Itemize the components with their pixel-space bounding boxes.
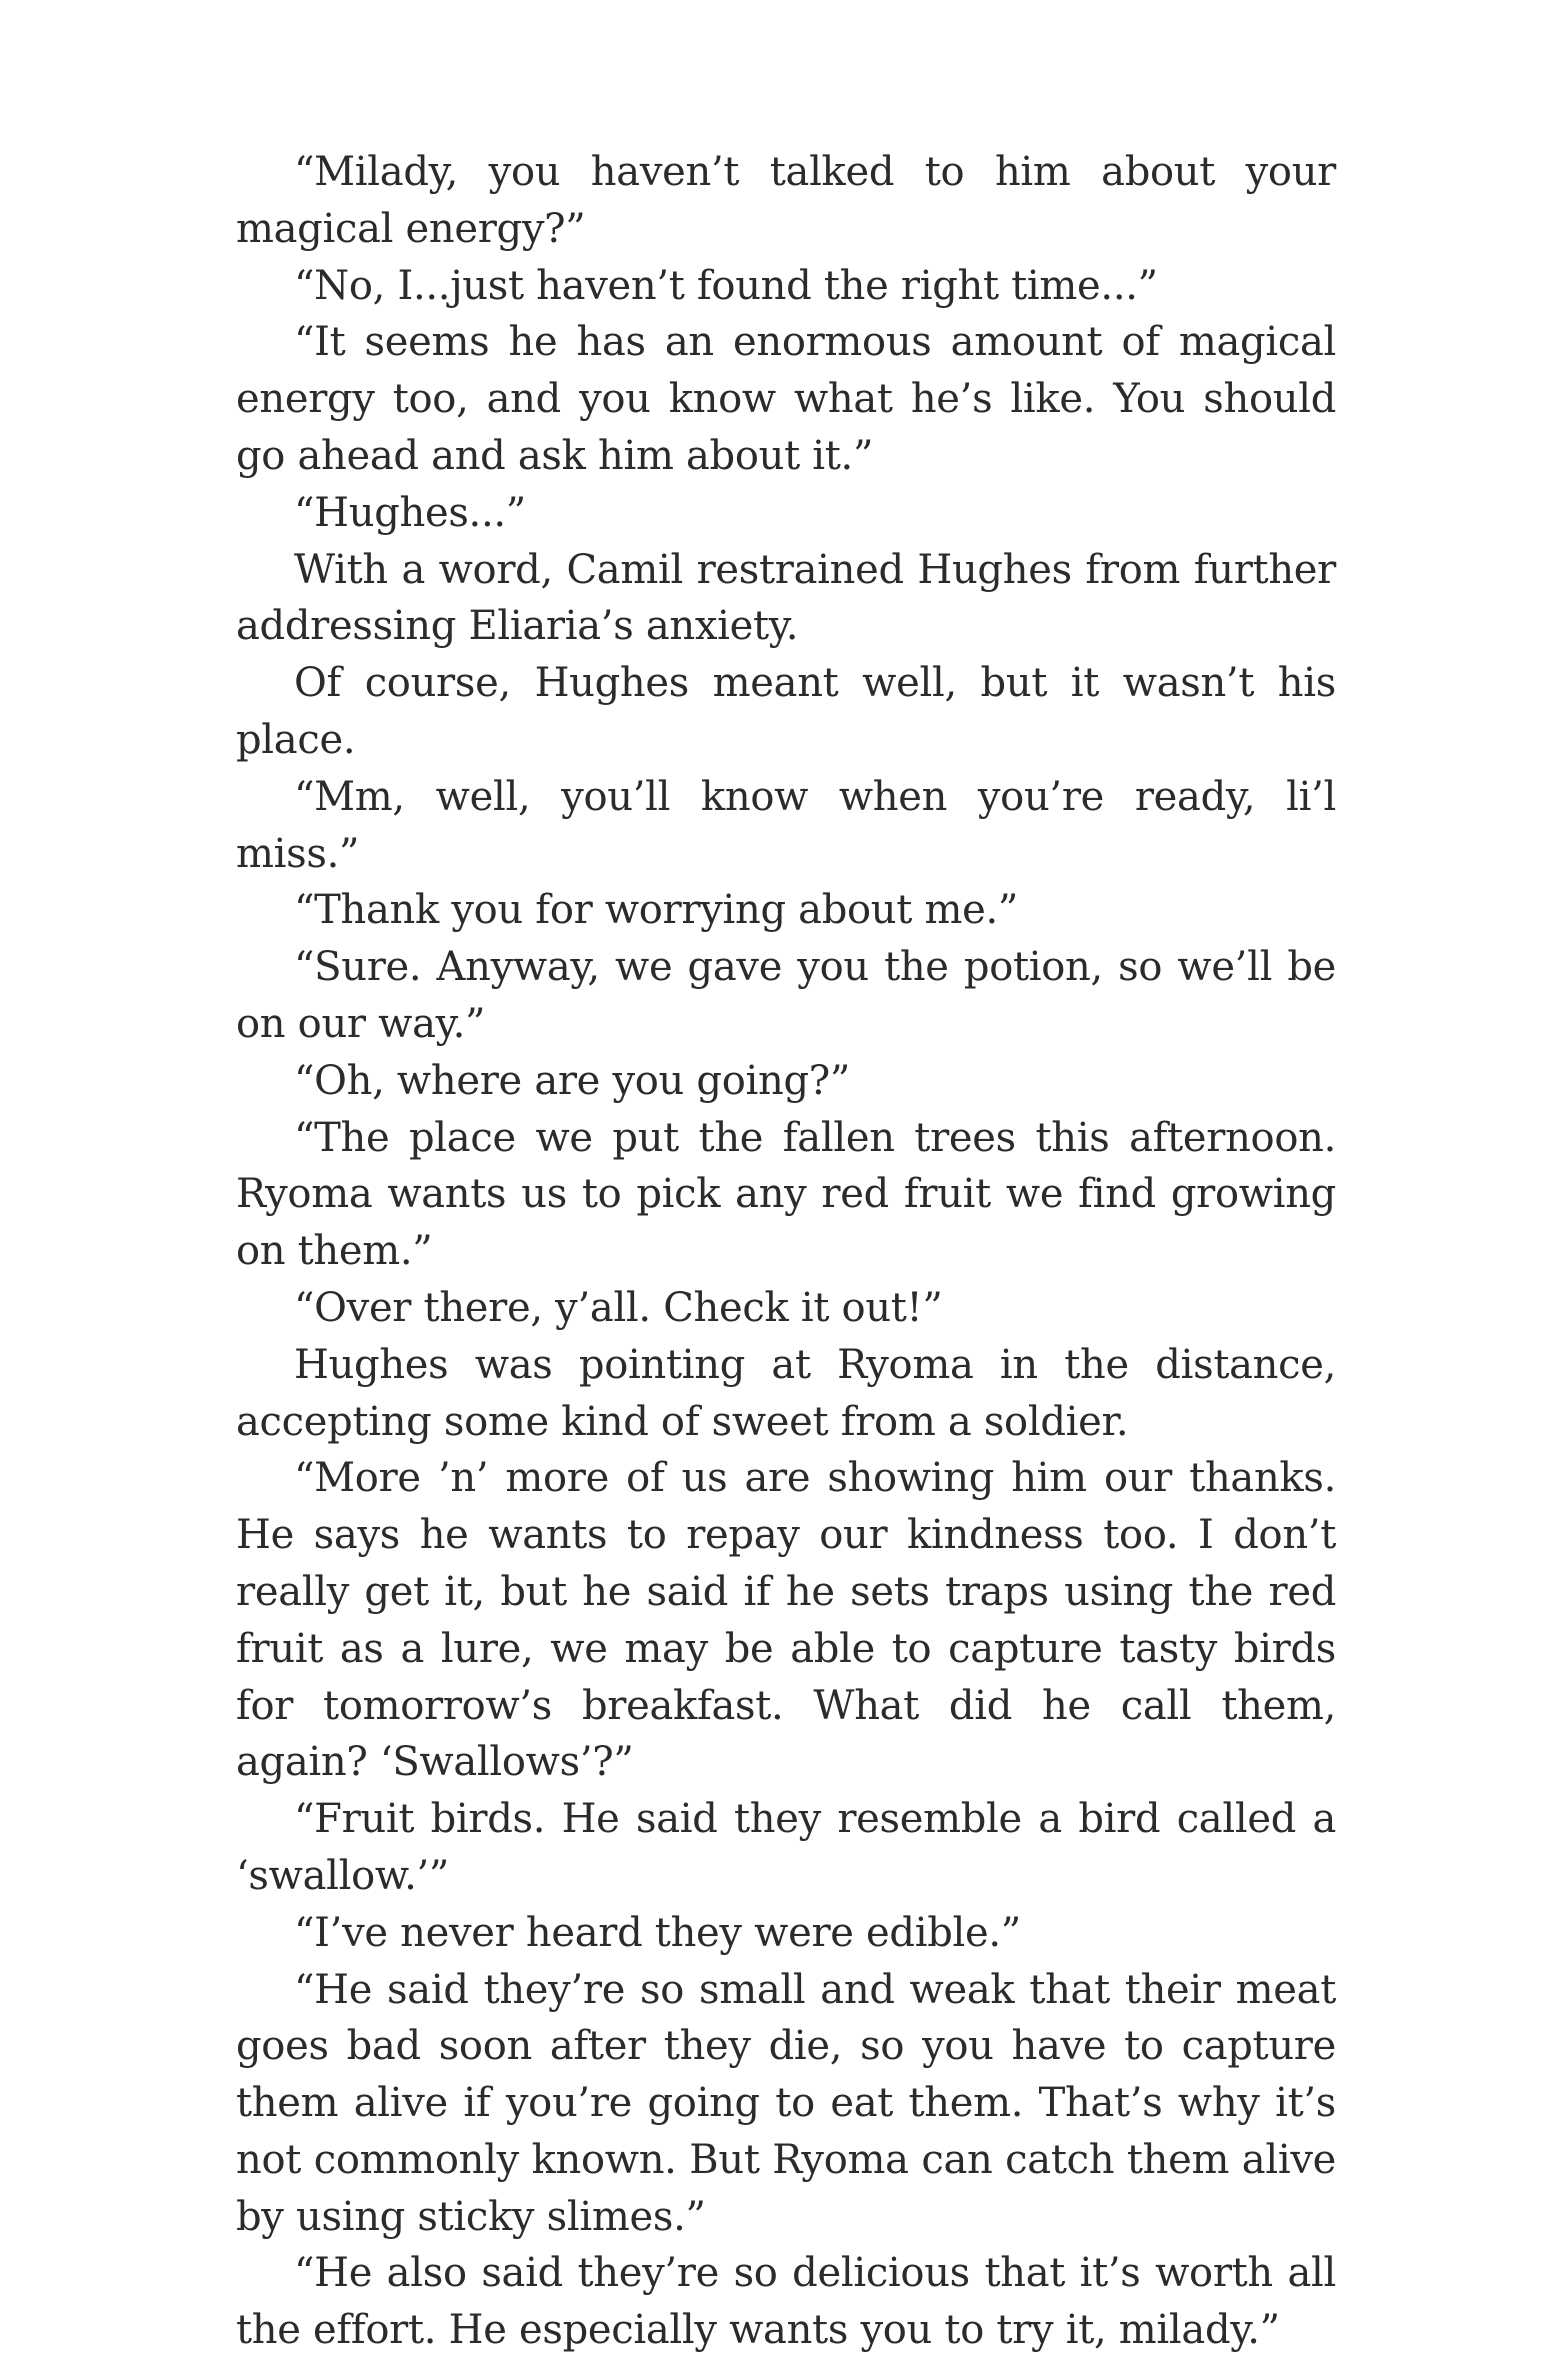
paragraph: “I’ve never heard they were edible.”	[294, 1909, 1021, 1956]
paragraph: “More ’n’ more of us are showing him our thanks. He says he wants to repay our kindness too. I don’t really get it, but he said if he sets traps using the red fruit as a lure, we may be able to capture tasty birds for tomorrow’s breakfast. What did he call them, again? ‘Swallows’?”	[236, 1455, 1336, 1786]
paragraph: With a word, Camil restrained Hughes from further addressing Eliaria’s anxiety.	[236, 546, 1336, 650]
paragraph: “No, I...just haven’t found the right time...”	[294, 262, 1158, 309]
paragraph: “Milady, you haven’t talked to him about your magical energy?”	[236, 149, 1336, 252]
paragraph: Of course, Hughes meant well, but it wasn’t his place.	[236, 660, 1336, 763]
paragraph: “Fruit birds. He said they resemble a bird called a ‘swallow.’”	[236, 1796, 1336, 1899]
paragraph: “It seems he has an enormous amount of magical energy too, and you know what he’s like. You should go ahead and ask him about it.”	[236, 319, 1336, 479]
paragraph: “Sure. Anyway, we gave you the potion, so we’ll be on our way.”	[236, 944, 1336, 1047]
paragraph: “He also said they’re so delicious that it’s worth all the effort. He especially wants you to try it, milady.”	[236, 2250, 1336, 2354]
paragraph: “Thank you for worrying about me.”	[294, 887, 1019, 934]
paragraph: “Mm, well, you’ll know when you’re ready, li’l miss.”	[236, 773, 1336, 877]
body-text	[236, 144, 1336, 2359]
paragraph: “Over there, y’all. Check it out!”	[294, 1284, 943, 1331]
paragraph: “The place we put the fallen trees this afternoon. Ryoma wants us to pick any red fruit we find growing on them.”	[236, 1114, 1336, 1275]
paragraph: Hughes was pointing at Ryoma in the distance, accepting some kind of sweet from a soldier.	[236, 1341, 1336, 1445]
paragraph: “Oh, where are you going?”	[294, 1057, 851, 1104]
paragraph: “Hughes...”	[294, 489, 526, 536]
paragraph: “He said they’re so small and weak that their meat goes bad soon after they die, so you have to capture them alive if you’re going to eat them. That’s why it’s not commonly known. But Ryoma can catch them alive by using sticky slimes.”	[236, 1966, 1336, 2240]
